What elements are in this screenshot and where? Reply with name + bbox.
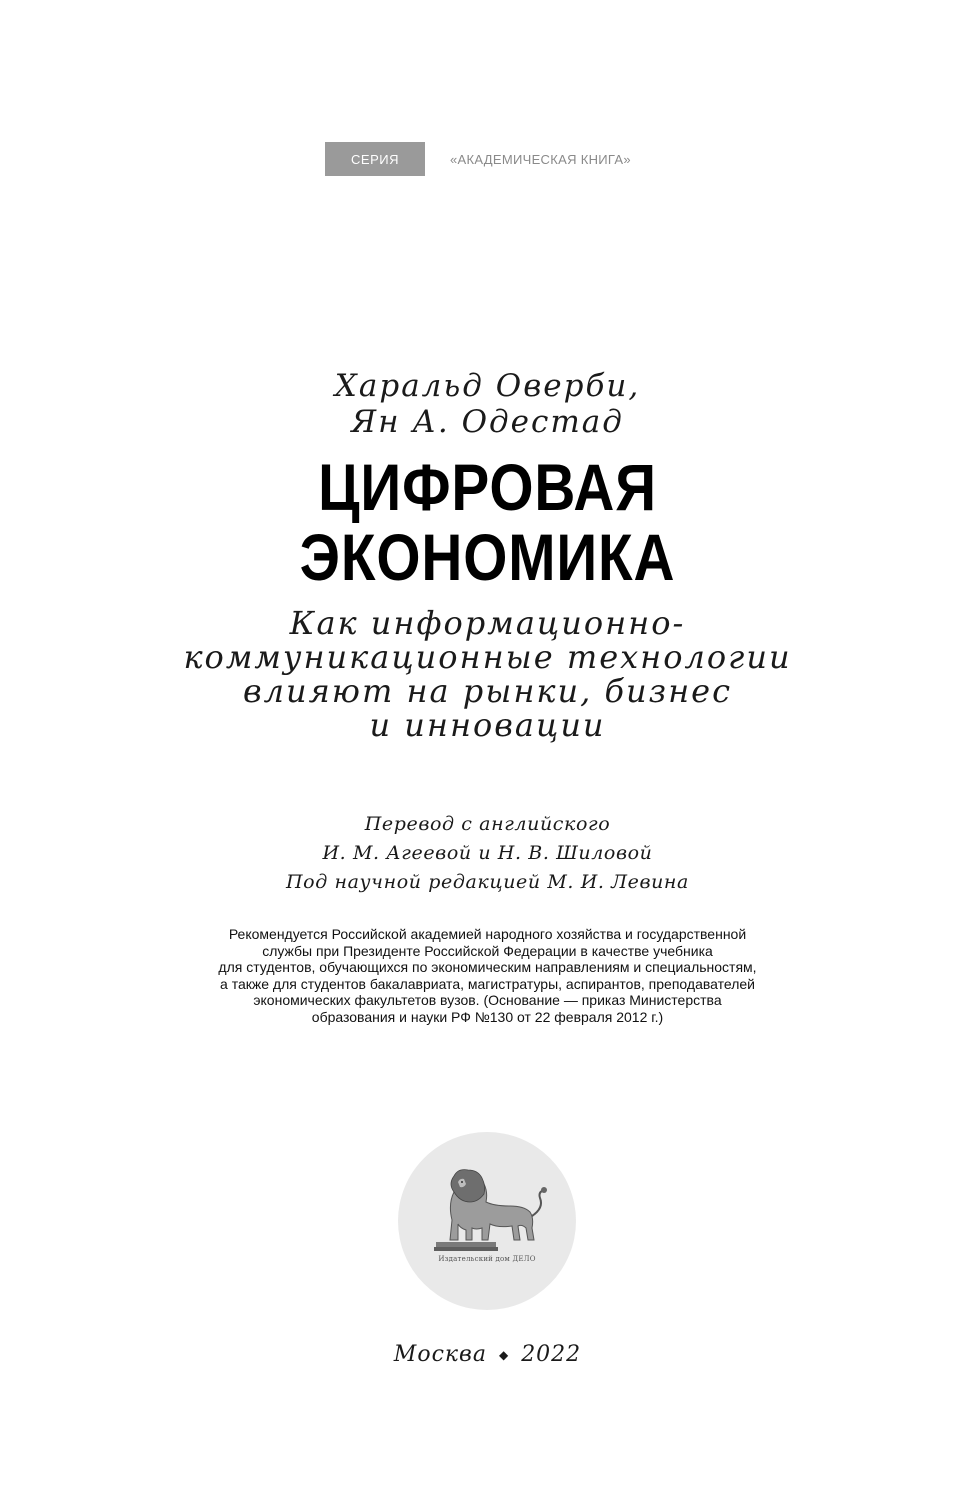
book-subtitle [0,606,975,742]
imprint-separator: ◆ [498,1348,510,1362]
translator-names: И. М. Агеевой и Н. В. Шиловой [322,842,653,864]
translation-credits [0,810,975,897]
authors [0,368,975,440]
series-name: «АКАДЕМИЧЕСКАЯ КНИГА» [450,151,631,167]
series-badge: СЕРИЯ [325,142,425,176]
lion-on-book-icon [398,1132,576,1310]
book-title [0,452,975,592]
recommendation-line: для студентов, обучающихся по экономическим направлениям и специальностям, [218,959,757,975]
publisher-logo [398,1132,576,1310]
subtitle-line: влияют на рынки, бизнес [242,672,733,710]
subtitle-line: коммуникационные технологии [183,638,792,676]
recommendation-line: экономических факультетов вузов. (Основание — приказ Министерства [253,992,722,1008]
publisher-name: Издательский дом ДЕЛО [438,1255,536,1263]
title-line: ЦИФРОВАЯ [318,450,657,524]
author-line: Ян А. Одестад [351,404,624,440]
series-header [325,142,645,176]
translation-line: Перевод с английского [364,813,611,835]
subtitle-line: Как информационно- [289,604,686,642]
subtitle-line: и инновации [369,706,606,744]
recommendation-line: образования и науки РФ №130 от 22 февраля 2012 г.) [311,1008,664,1025]
author-line: Харальд Оверби, [334,368,641,404]
recommendation-line: Рекомендуется Российской академией народного хозяйства и государственной [228,926,747,942]
imprint-city: Москва [393,1342,487,1367]
scientific-editor: Под научной редакцией М. И. Левина [286,871,689,893]
recommendation-notice [0,926,975,1025]
imprint [0,1342,975,1367]
recommendation-line: службы при Президенте Российской Федерации в качестве учебника [262,942,713,959]
recommendation-line: а также для студентов бакалавриата, магистратуры, аспирантов, преподавателей [220,975,755,992]
imprint-year: 2022 [521,1342,582,1367]
title-line: ЭКОНОМИКА [299,520,676,594]
